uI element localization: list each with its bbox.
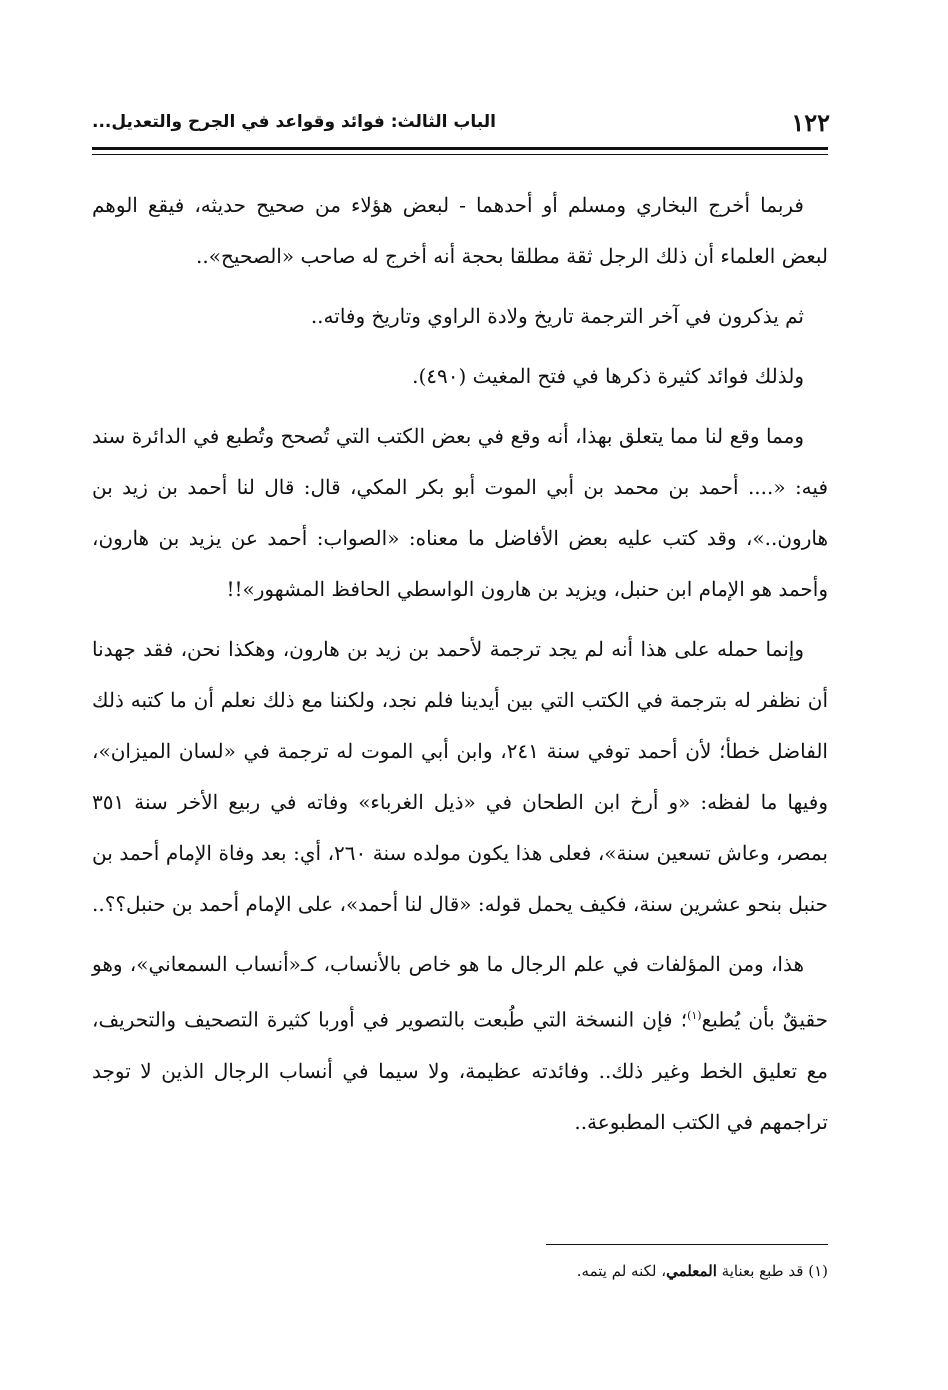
paragraph-6	[92, 939, 828, 1148]
paragraph-2: ثم يذكرون في آخر الترجمة تاريخ ولادة الراوي وتاريخ وفاته..	[310, 304, 804, 328]
chapter-title: الباب الثالث: فوائد وقواعد في الجرح والتعديل...	[92, 112, 496, 132]
header-rule-thick	[92, 147, 828, 150]
footnote-text-after: ، لكنه لم يتمه.	[576, 1262, 667, 1280]
paragraph-5: وإنما حمله على هذا أنه لم يجد ترجمة لأحمد بن زيد بن هارون، وهكذا نحن، فقد جهدنا أن نظفر له بترجمة في الكتب التي بين أيدينا فلم نجد، ولكننا مع ذلك نعلم أن ما كتبه ذلك الفاضل خطأ؛ لأن أحمد توفي سنة ٢٤١، وابن أبي الموت له ترجمة في «لسان الميزان»، وفيها ما لفظه: «و أرخ ابن الطحان في «ذيل الغرباء» وفاته في ربيع الأخر سنة ٣٥١ بمصر، وعاش تسعين سنة»، فعلى هذا يكون مولده سنة ٢٦٠، أي: بعد وفاة الإمام أحمد بن حنبل بنحو عشرين سنة، فكيف يحمل قوله: «قال لنا أحمد»، على الإمام أحمد بن حنبل؟؟..	[92, 637, 828, 916]
paragraph-3: ولذلك فوائد كثيرة ذكرها في فتح المغيث (٤٩٠).	[412, 364, 804, 388]
paragraph-6-part-1: هذا، ومن المؤلفات في علم الرجال ما هو خاص بالأنساب، كـ«أنساب السمعاني»، وهو حقيقٌ بأن يُطبع	[92, 952, 828, 1032]
footnote-marker: (١)	[808, 1262, 828, 1280]
footnote-text-before: قد طبع بعناية	[721, 1262, 804, 1280]
paragraph-4: ومما وقع لنا مما يتعلق بهذا، أنه وقع في بعض الكتب التي تُصحح وتُطبع في الدائرة سند فيه: «.... أحمد بن محمد بن أبي الموت أبو بكر المكي، قال: قال لنا أحمد بن زيد بن هارون..»، وقد كتب عليه بعض الأفاضل ما معناه: «الصواب: أحمد عن يزيد بن هارون، وأحمد هو الإمام ابن حنبل، ويزيد بن هارون الواسطي الحافظ المشهور»!!	[92, 424, 829, 601]
running-header	[92, 102, 830, 142]
footnote-separator	[546, 1244, 828, 1245]
paragraph-6-part-2: ؛ فإن النسخة التي طُبعت بالتصوير في أوربا كثيرة التصحيف والتحريف، مع تعليق الخط وغير ذلك.. وفائدته عظيمة، ولا سيما في أنساب الرجال الذين لا توجد تراجمهم في الكتب المطبوعة..	[92, 1007, 828, 1134]
paragraph-1: فربما أخرج البخاري ومسلم أو أحدهما - لبعض هؤلاء من صحيح حديثه، فيقع الوهم لبعض العلماء أن ذلك الرجل ثقة مطلقا بحجة أنه أخرج له صاحب «الصحيح»..	[92, 193, 828, 268]
footnote-author-name: المعلمي	[666, 1262, 717, 1280]
footnote	[200, 1258, 828, 1284]
body-text	[92, 180, 828, 1157]
footnote-reference: (١)	[687, 1009, 702, 1022]
header-rule-thin	[92, 154, 828, 155]
page-number: ١٢٢	[791, 107, 830, 137]
